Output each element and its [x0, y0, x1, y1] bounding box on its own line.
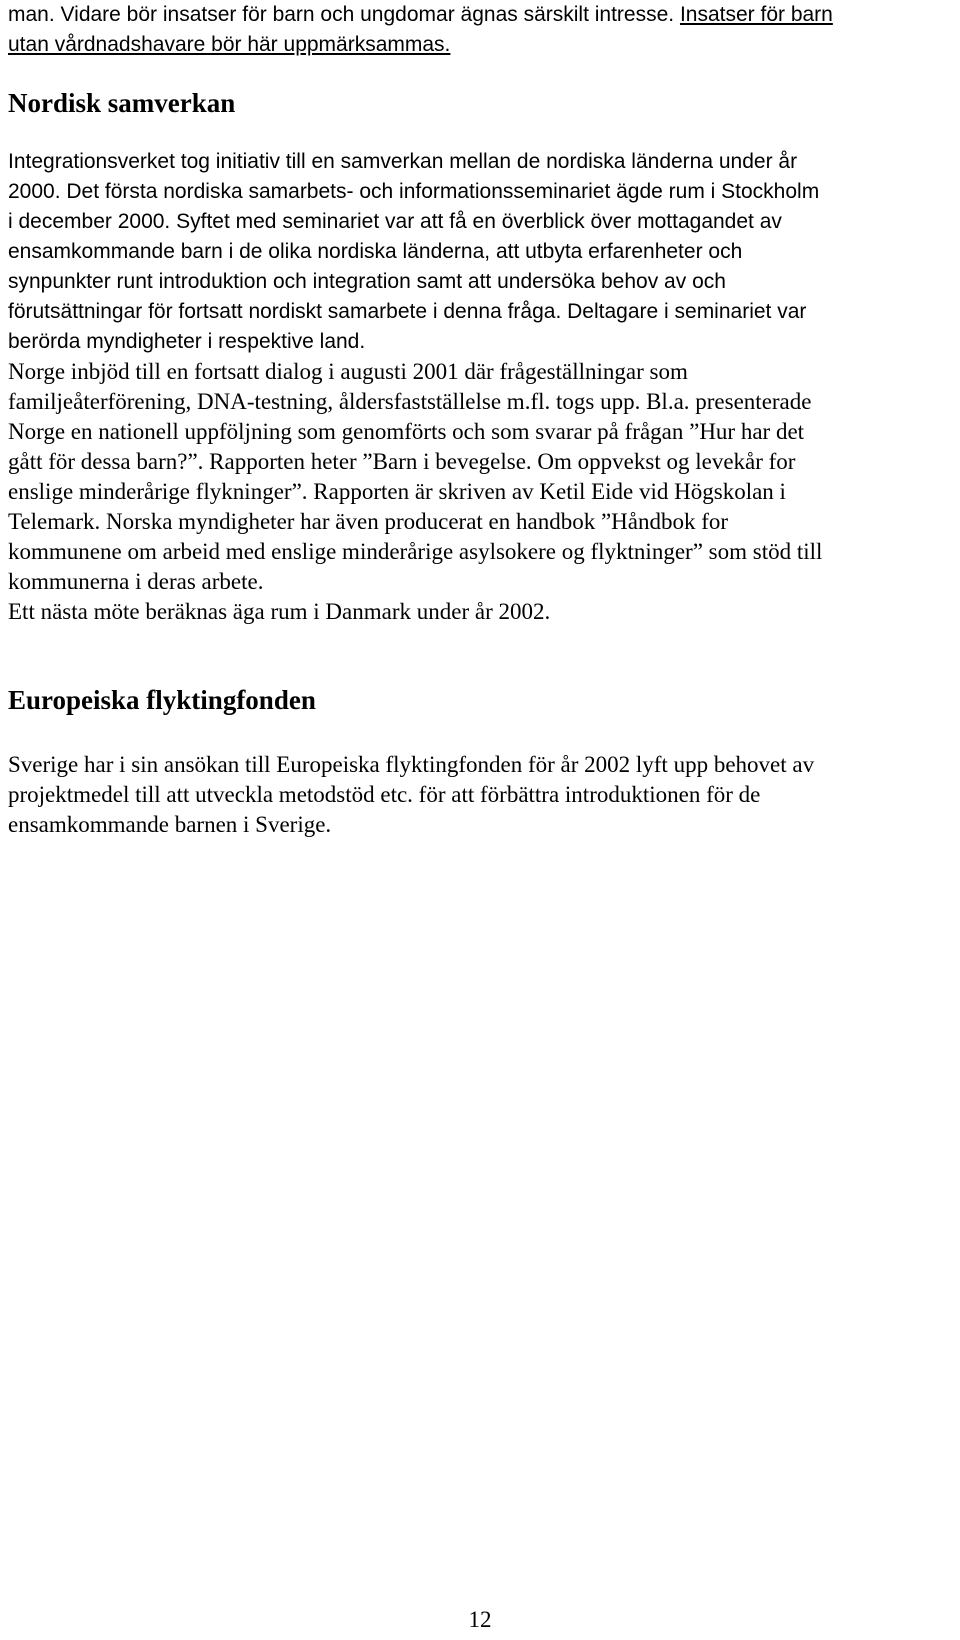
text-line: Ett nästa möte beräknas äga rum i Danmark under år 2002.	[8, 599, 551, 624]
text-line: projektmedel till att utveckla metodstöd etc. för att förbättra introduktionen för de	[8, 782, 761, 807]
document-page	[8, 0, 952, 1640]
intro-paragraph	[8, 0, 952, 60]
text-line: Telemark. Norska myndigheter har även producerat en handbok ”Håndbok for	[8, 509, 729, 534]
section2-paragraph-1	[8, 750, 952, 840]
text-line: synpunkter runt introduktion och integration samt att undersöka behov av och	[8, 270, 726, 293]
section-heading-nordisk-samverkan: Nordisk samverkan	[8, 88, 236, 118]
text-line: familjeåterförening, DNA-testning, åldersfastställelse m.fl. togs upp. Bl.a. presenterade	[8, 389, 812, 414]
text-line: kommunene om arbeid med enslige minderårige asylsokere og flyktninger” som stöd till	[8, 539, 823, 564]
text-line: berörda myndigheter i respektive land.	[8, 330, 366, 353]
text-line: Norge inbjöd till en fortsatt dialog i augusti 2001 där frågeställningar som	[8, 359, 688, 384]
page-number: 12	[468, 1607, 492, 1632]
section1-paragraph-1	[8, 147, 952, 357]
text-line: Sverige har i sin ansökan till Europeiska flyktingfonden för år 2002 lyft upp behovet av	[8, 752, 815, 777]
text-line: ensamkommande barn i de olika nordiska länderna, att utbyta erfarenheter och	[8, 240, 743, 263]
text-line: Integrationsverket tog initiativ till en samverkan mellan de nordiska länderna under år	[8, 150, 798, 173]
text-line: ensamkommande barnen i Sverige.	[8, 812, 332, 837]
section-heading-europeiska-flyktingfonden: Europeiska flyktingfonden	[8, 685, 316, 715]
text-line: 2000. Det första nordiska samarbets- och informationsseminariet ägde rum i Stockholm	[8, 180, 820, 203]
text-line: Norge en nationell uppföljning som genomförts och som svarar på frågan ”Hur har det	[8, 419, 805, 444]
text-line: förutsättningar för fortsatt nordiskt samarbete i denna fråga. Deltagare i seminariet var	[8, 300, 807, 323]
text-line: kommunerna i deras arbete.	[8, 569, 264, 594]
text-line: i december 2000. Syftet med seminariet var att få en överblick över mottagandet av	[8, 210, 782, 233]
intro-link-part-1[interactable]: Insatser för barn	[679, 3, 833, 26]
intro-link-part-2[interactable]: utan vårdnadshavare bör här uppmärksammas.	[8, 33, 451, 56]
text-line: enslige minderårige flykninger”. Rapporten är skriven av Ketil Eide vid Högskolan i	[8, 479, 786, 504]
text-line: gått för dessa barn?”. Rapporten heter ”Barn i bevegelse. Om oppvekst og levekår for	[8, 449, 796, 474]
section1-paragraph-2	[8, 357, 952, 627]
intro-line-1: man. Vidare bör insatser för barn och ungdomar ägnas särskilt intresse. Insatser för barn	[8, 3, 833, 26]
